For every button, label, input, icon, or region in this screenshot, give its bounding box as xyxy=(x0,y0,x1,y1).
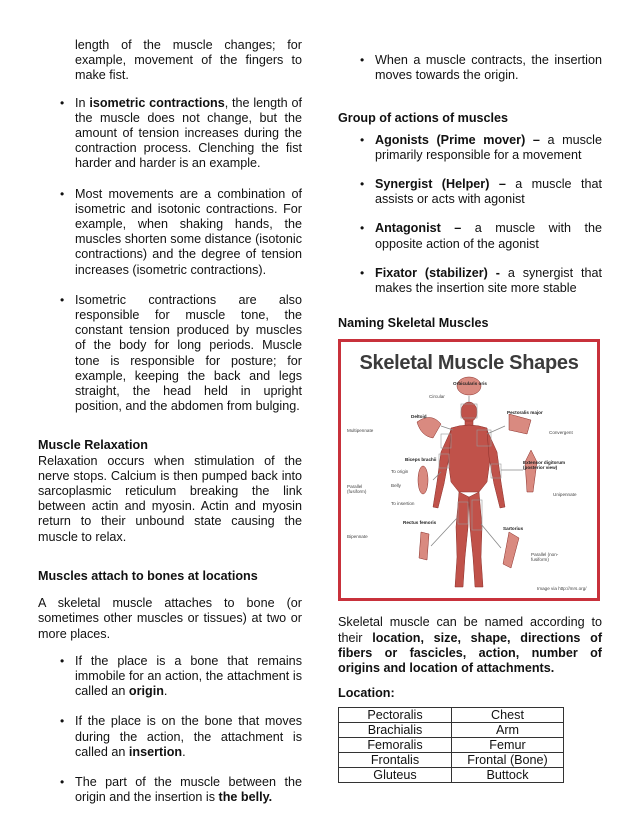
table-cell-muscle: Pectoralis xyxy=(339,708,452,723)
table-row xyxy=(339,768,564,783)
label-biceps-brachii: Biceps brachii xyxy=(405,457,437,463)
label-orbicularis-oris: Orbicularis oris xyxy=(453,381,487,387)
list-item: • When a muscle contracts, the insertion moves towards the origin. xyxy=(338,53,602,83)
table-row xyxy=(339,708,564,723)
label-parallel-fusiform: Parallel (fusiform) xyxy=(347,484,367,495)
table-cell-muscle: Brachialis xyxy=(339,723,452,738)
pectoralis-icon xyxy=(509,414,531,434)
table-cell-location: Frontal (Bone) xyxy=(452,753,564,768)
list-item: • In isometric contractions, the length of the muscle does not change, but the amount of tension increases during the contraction process. Clenching the fist harder and harder is an example. xyxy=(38,96,302,172)
label-deltoid: Deltoid xyxy=(411,414,427,420)
table-cell-location: Chest xyxy=(452,708,564,723)
list-item: • Agonists (Prime mover) – a muscle primarily responsible for a movement xyxy=(338,133,602,163)
attachment-paragraph: A skeletal muscle attaches to bone (or sometimes other muscles or tissues) at two or more places. xyxy=(38,596,302,641)
label-unipennate: Unipennate xyxy=(553,492,577,498)
naming-paragraph: Skeletal muscle can be named according to their location, size, shape, directions of fibers or fascicles, action, number of origins and location of attachments. xyxy=(338,615,603,676)
list-item: • Most movements are a combination of isometric and isotonic contractions. For example, when shaking hands, the muscles shorten some distance (isotonic contractions) and the degree of tension increases (isometric contractions). xyxy=(38,187,302,278)
sartorius-icon xyxy=(503,532,519,568)
contraction-bullet-list xyxy=(38,96,302,415)
table-row xyxy=(339,738,564,753)
muscle-groups-list xyxy=(338,133,602,297)
figure-title: Skeletal Muscle Shapes xyxy=(359,352,579,375)
label-extensor-digitorum: Extensor digitorum (posterior view) xyxy=(523,460,566,471)
label-multipennate: Multipennate xyxy=(347,428,374,434)
label-bipennate: Bipennate xyxy=(347,534,368,540)
list-item: • Isometric contractions are also responsible for muscle tone, the constant tension produced by muscles of the body for long periods. Muscle tone is responsible for posture; for example, keeping the back and legs straight, the head held in upright position, and the abdomen from bulging. xyxy=(38,293,302,415)
group-actions-heading: Group of actions of muscles xyxy=(338,111,509,126)
continued-paragraph: length of the muscle changes; for example, movement of the fingers to make fist. xyxy=(75,38,302,83)
naming-heading: Naming Skeletal Muscles xyxy=(338,316,489,331)
table-row xyxy=(339,753,564,768)
biceps-icon xyxy=(418,466,428,494)
label-pectoralis-major: Pectoralis major xyxy=(507,410,543,416)
table-cell-location: Arm xyxy=(452,723,564,738)
extensor-icon xyxy=(525,450,537,492)
human-muscle-figure xyxy=(433,402,505,587)
table-cell-muscle: Femoralis xyxy=(339,738,452,753)
table-cell-muscle: Gluteus xyxy=(339,768,452,783)
label-convergent: Convergent xyxy=(549,430,573,436)
label-sartorius: Sartorius xyxy=(503,526,524,532)
label-rectus-femoris: Rectus femoris xyxy=(403,520,437,526)
deltoid-icon xyxy=(417,418,441,439)
relaxation-heading: Muscle Relaxation xyxy=(38,438,148,453)
figure-credit: Image via http://mrs.org/ xyxy=(537,586,587,592)
label-to-insertion: To insertion xyxy=(391,501,415,507)
list-item: • Fixator (stabilizer) - a synergist that makes the insertion site more stable xyxy=(338,266,602,296)
left-column xyxy=(38,38,302,805)
right-column xyxy=(338,53,602,783)
label-circular: Circular xyxy=(429,394,445,400)
list-item: • If the place is a bone that remains immobile for an action, the attachment is called an origin. xyxy=(38,654,302,700)
list-item: • The part of the muscle between the origin and the insertion is the belly. xyxy=(38,775,302,805)
insertion-bullet-list xyxy=(338,53,602,83)
attachment-bullet-list xyxy=(38,654,302,806)
table-cell-location: Buttock xyxy=(452,768,564,783)
attachment-heading: Muscles attach to bones at locations xyxy=(38,568,258,583)
label-belly: Belly xyxy=(391,483,401,489)
list-item: • Antagonist – a muscle with the opposite action of the agonist xyxy=(338,221,602,251)
list-item: • If the place is on the bone that moves during the action, the attachment is called an insertion. xyxy=(38,714,302,760)
rectus-femoris-icon xyxy=(419,532,429,560)
location-heading: Location: xyxy=(338,686,395,701)
list-item: • Synergist (Helper) – a muscle that assists or acts with agonist xyxy=(338,177,602,207)
orbicularis-icon xyxy=(457,377,481,395)
location-table xyxy=(338,707,564,783)
table-cell-location: Femur xyxy=(452,738,564,753)
label-to-origin: To origin xyxy=(391,469,409,475)
table-cell-muscle: Frontalis xyxy=(339,753,452,768)
label-parallel-nonfusiform: Parallel (non-fusiform) xyxy=(531,552,559,563)
skeletal-muscle-shapes-figure xyxy=(338,339,600,601)
table-row xyxy=(339,723,564,738)
relaxation-paragraph: Relaxation occurs when stimulation of the nerve stops. Calcium is then pumped back into sarcoplasmic reticulum breaking the link between actin and myosin. Actin and myosin return to their unbound state causing the muscle to relax. xyxy=(38,453,302,544)
